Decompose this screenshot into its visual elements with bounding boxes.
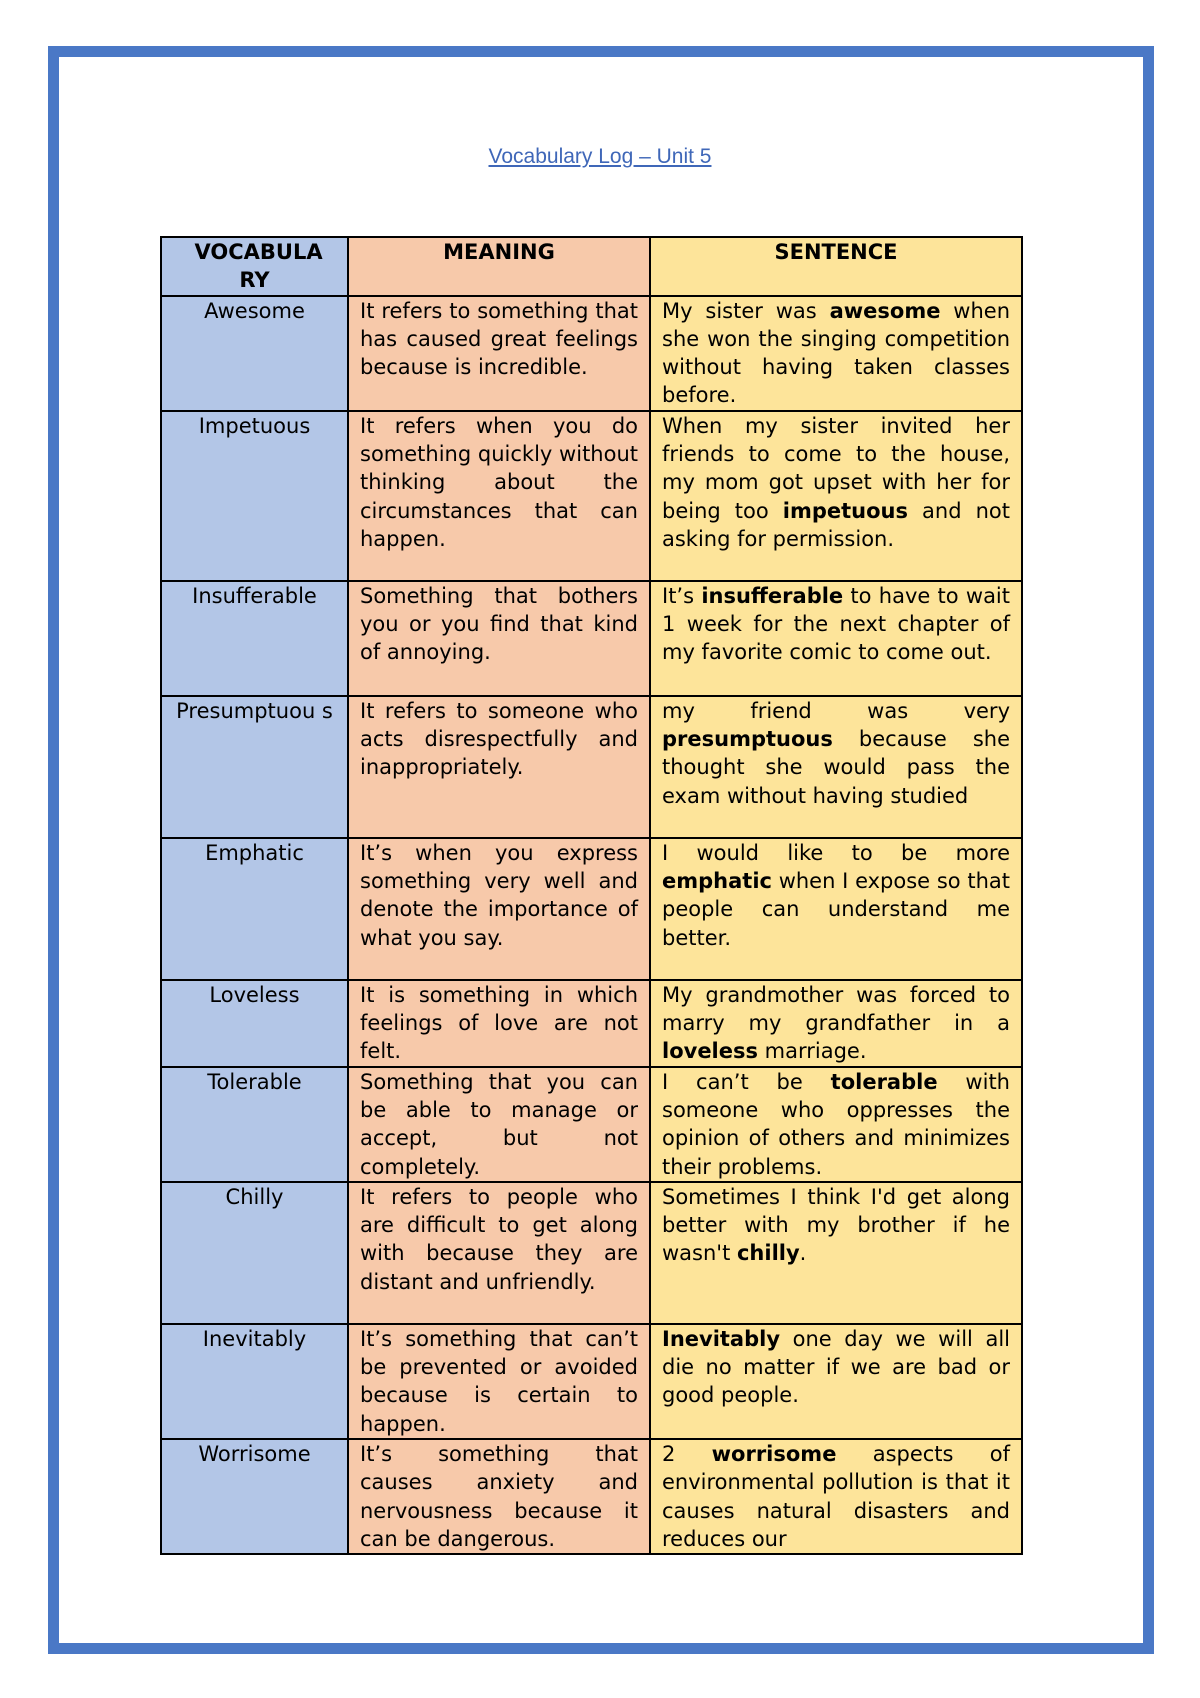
vocabulary-word: Loveless [209,982,300,1007]
meaning-cell: It refers to something that has caused great feelings because is incredible. [348,296,650,411]
vocabulary-cell [161,1182,348,1324]
sentence-cell [650,581,1022,696]
vocabulary-word: Emphatic [205,840,304,865]
table-row [161,1439,1022,1554]
meaning-cell: Something that you can be able to manage or accept, but not completely. [348,1067,650,1182]
table-row [161,411,1022,581]
table-row [161,838,1022,980]
vocabulary-cell [161,1439,348,1554]
sentence-text-after: one day we will all die no matter if we are bad or good people. [662,1326,1010,1408]
sentence-highlighted-word: emphatic [662,869,772,894]
sentence-text-after: to have to wait 1 week for the next chapter of my favorite comic to come out. [662,583,1011,665]
sentence-cell [650,411,1022,581]
sentence-cell [650,296,1022,411]
sentence-cell [650,1439,1022,1554]
meaning-cell: It is something in which feelings of love are not felt. [348,980,650,1067]
vocabulary-cell [161,296,348,411]
sentence-highlighted-word: insufferable [701,583,844,608]
sentence-text-before: my friend was very [662,698,1010,723]
header-meaning: MEANING [348,237,650,296]
vocabulary-word: Worrisome [198,1442,311,1467]
sentence-highlighted-word: presumptuous [662,727,833,752]
sentence-text-after: when I expose so that people can understand me better. [662,869,1010,950]
sentence-text-after: when she won the singing competition without having taken classes before. [662,298,1011,408]
meaning-cell: It’s when you express something very well and denote the importance of what you say. [348,838,650,980]
sentence-highlighted-word: impetuous [782,498,908,523]
sentence-cell [650,1324,1022,1439]
table-header-row [161,237,1022,296]
meaning-cell: It refers to someone who acts disrespectfully and inappropriately. [348,696,650,838]
vocabulary-word: Inevitably [202,1326,307,1351]
sentence-text-before: 2 [662,1442,712,1467]
table-row [161,1324,1022,1439]
table-row [161,980,1022,1067]
vocabulary-word: Awesome [204,298,305,323]
vocabulary-cell [161,1324,348,1439]
vocabulary-word: Tolerable [207,1069,302,1094]
vocabulary-cell [161,838,348,980]
sentence-text-before: My grandmother was forced to marry my grandfather in a [662,982,1010,1036]
sentence-highlighted-word: Inevitably [662,1326,781,1351]
sentence-highlighted-word: worrisome [711,1442,837,1467]
table-row [161,1067,1022,1182]
sentence-text-before: Sometimes I think I'd get along better with my brother if he wasn't [662,1184,1010,1266]
vocabulary-table [160,236,1023,1555]
vocabulary-word: Impetuous [198,413,311,438]
meaning-cell: Something that bothers you or you find that kind of annoying. [348,581,650,696]
sentence-cell [650,1182,1022,1324]
table-body [161,296,1022,1555]
table-row [161,581,1022,696]
sentence-text-after: because she thought she would pass the exam without having studied [662,727,1010,808]
table-row [161,1182,1022,1324]
sentence-text-before: When my sister invited her friends to come to the house, my mom got upset with her for being too [662,413,1010,523]
vocabulary-word: Presumptuou s [176,698,333,723]
vocabulary-cell [161,696,348,838]
sentence-text-after: with someone who oppresses the opinion of others and minimizes their problems. [662,1069,1010,1179]
meaning-cell: It refers to people who are difficult to get along with because they are distant and unfriendly. [348,1182,650,1324]
sentence-highlighted-word: loveless [662,1039,758,1064]
header-sentence: SENTENCE [650,237,1022,296]
meaning-cell: It’s something that can’t be prevented or avoided because is certain to happen. [348,1324,650,1439]
sentence-highlighted-word: tolerable [830,1069,938,1094]
sentence-text-before: I can’t be [662,1069,831,1094]
table-row [161,296,1022,411]
sentence-text-after: marriage. [758,1039,867,1064]
header-vocabulary: VOCABULA RY [161,237,348,296]
vocabulary-word: Insufferable [192,583,317,608]
sentence-text-after: . [799,1241,807,1266]
vocabulary-cell [161,980,348,1067]
vocabulary-word: Chilly [225,1184,284,1209]
meaning-cell: It’s something that causes anxiety and nervousness because it can be dangerous. [348,1439,650,1554]
sentence-highlighted-word: chilly [736,1241,800,1266]
sentence-text-before: My sister was [662,298,830,323]
sentence-text-after: aspects of environmental pollution is that it causes natural disasters and reduces our [662,1442,1010,1551]
table-row [161,696,1022,838]
sentence-cell [650,696,1022,838]
sentence-text-before: I would like to be more [662,840,1010,865]
sentence-highlighted-word: awesome [829,298,941,323]
sentence-text-after: and not asking for permission. [662,498,1010,551]
vocabulary-cell [161,1067,348,1182]
sentence-text-before: It’s [662,583,702,608]
vocabulary-cell [161,411,348,581]
sentence-cell [650,838,1022,980]
sentence-cell [650,1067,1022,1182]
sentence-cell [650,980,1022,1067]
document-title: Vocabulary Log – Unit 5 [488,145,712,168]
meaning-cell: It refers when you do something quickly without thinking about the circumstances that can happen. [348,411,650,581]
vocabulary-cell [161,581,348,696]
